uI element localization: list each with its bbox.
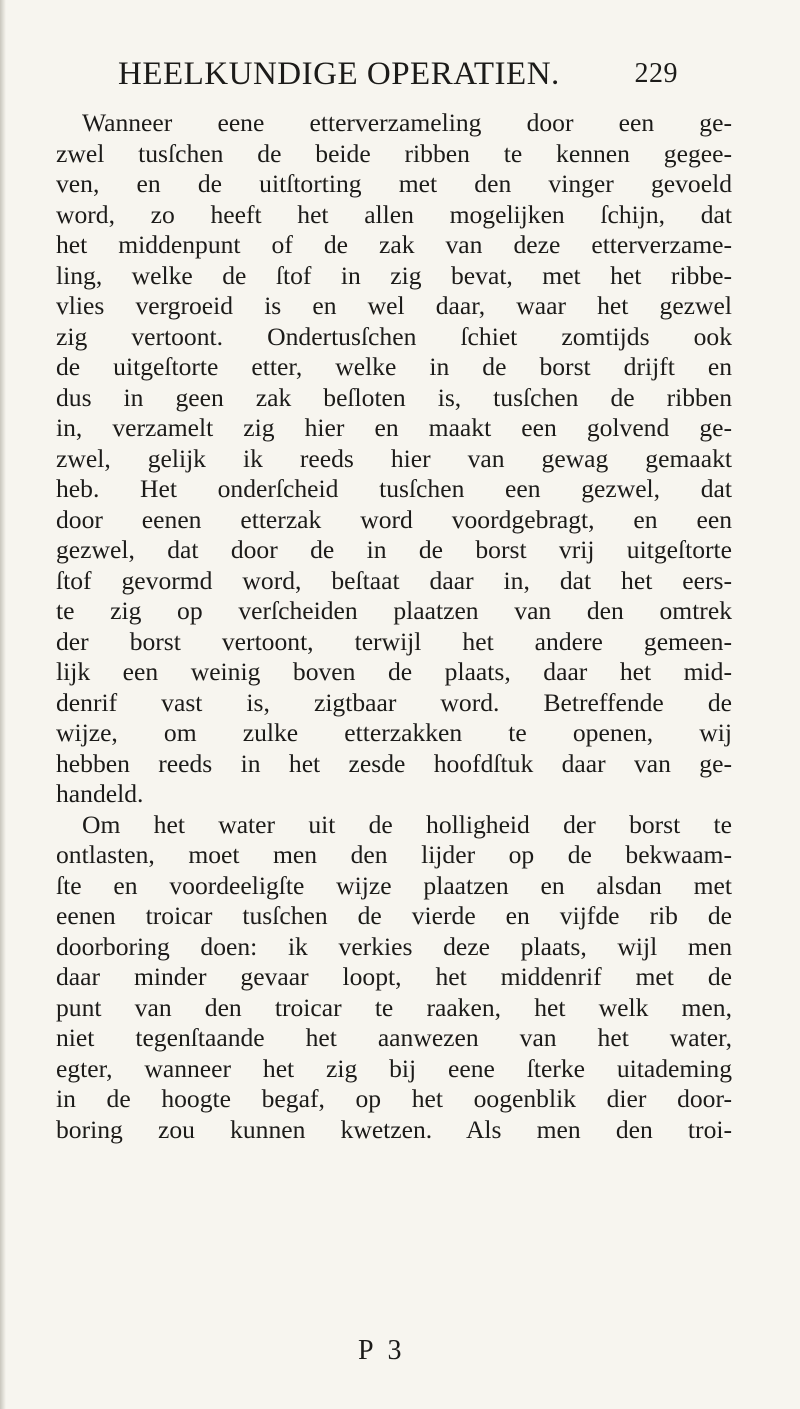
text-line: ven, en de uitſtorting met den vinger gevoeld xyxy=(56,169,732,198)
text-line: daar minder gevaar loopt, het middenrif met de xyxy=(56,962,732,991)
text-line: eenen troicar tusſchen de vierde en vijfde rib de xyxy=(56,901,732,930)
text-line: te zig op verſcheiden plaatzen van den omtrek xyxy=(56,596,732,625)
text-line: zwel tusſchen de beide ribben te kennen gegee- xyxy=(56,138,732,168)
signature-mark: P 3 xyxy=(358,1335,406,1366)
text-line: boring zou kunnen kwetzen. Als men den troi- xyxy=(56,1114,732,1144)
running-title: HEELKUNDIGE OPERATIEN. xyxy=(118,56,560,92)
text-line: ſtof gevormd word, beſtaat daar in, dat het eers- xyxy=(56,565,732,595)
text-line: door eenen etterzak word voordgebragt, en een xyxy=(56,504,732,534)
text-line: gezwel, dat door de in de borst vrij uitgeſtorte xyxy=(56,535,732,564)
text-line: egter, wanneer het zig bij eene ſterke uitademing xyxy=(56,1053,732,1083)
text-line: ſte en voordeeligſte wijze plaatzen en alsdan met xyxy=(56,870,732,900)
text-line: der borst vertoont, terwijl het andere gemeen- xyxy=(56,626,732,656)
text-line: Wanneer eene etterverzameling door een ge- xyxy=(82,108,732,137)
page-edge-shadow xyxy=(0,0,6,1409)
text-line: lijk een weinig boven de plaats, daar het mid- xyxy=(56,657,732,686)
text-line: in de hoogte begaf, op het oogenblik dier door- xyxy=(56,1084,732,1113)
text-line: hebben reeds in het zesde hoofdſtuk daar van ge- xyxy=(56,748,732,778)
paragraph xyxy=(56,108,732,810)
text-line: Om het water uit de holligheid der borst te xyxy=(82,809,732,839)
text-line: punt van den troicar te raaken, het welk men, xyxy=(56,992,732,1022)
text-line: ontlasten, moet men den lijder op de bekwaam- xyxy=(56,840,732,869)
text-line: word, zo heeft het allen mogelijken ſchijn, dat xyxy=(56,199,732,229)
text-line: zig vertoont. Ondertusſchen ſchiet zomtijds ook xyxy=(56,321,732,351)
text-line: in, verzamelt zig hier en maakt een golvend ge- xyxy=(56,413,732,442)
text-line: vlies vergroeid is en wel daar, waar het gezwel xyxy=(56,291,732,320)
text-line: ling, welke de ſtof in zig bevat, met het ribbe- xyxy=(56,260,732,290)
body-text xyxy=(56,108,732,1145)
text-line: zwel, gelijk ik reeds hier van gewag gemaakt xyxy=(56,443,732,473)
text-line: heb. Het onderſcheid tusſchen een gezwel, dat xyxy=(56,474,732,503)
text-line: handeld. xyxy=(56,779,144,808)
text-line: het middenpunt of de zak van deze etterverzame- xyxy=(56,230,732,259)
page-header xyxy=(118,56,678,96)
text-line: dus in geen zak beſloten is, tusſchen de ribben xyxy=(56,382,732,412)
paragraph xyxy=(56,810,732,1146)
text-line: wijze, om zulke etterzakken te openen, wij xyxy=(56,718,732,747)
text-line: denrif vast is, zigtbaar word. Betreffende de xyxy=(56,687,732,717)
page-number: 229 xyxy=(634,58,678,89)
text-line: de uitgeſtorte etter, welke in de borst drijft en xyxy=(56,352,732,381)
text-line: niet tegenſtaande het aanwezen van het water, xyxy=(56,1023,732,1052)
text-line: doorboring doen: ik verkies deze plaats, wijl men xyxy=(56,931,732,961)
